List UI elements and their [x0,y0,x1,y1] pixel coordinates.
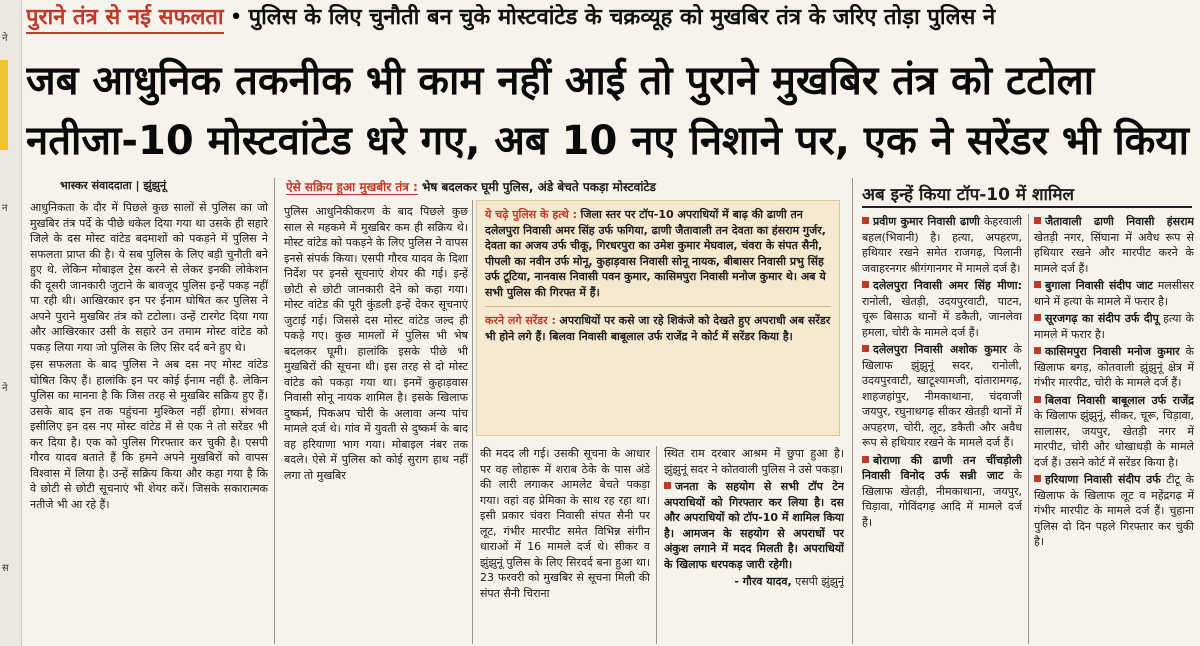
paragraph: स्थित राम दरबार आश्रम में छुपा हुआ है। झुंझुनूं सदर ने कोतवाली पुलिस ने उसे पकड़ा। [664,447,844,476]
box-divider [485,306,831,307]
column-3 [480,446,650,644]
entry-bullet-icon [1034,281,1041,288]
entry-text: खेतड़ी नगर, सिंघाना में अवैध रूप से हथियार रखने और मारपीट करने के मामले दर्ज हैं। [1034,230,1194,275]
top10-entry [862,214,1022,276]
entry-name: हरियाणा निवासी संदीप उर्फ [1045,473,1161,486]
right-column-2 [1034,214,1194,644]
subhead-text: भेष बदलकर घूमी पुलिस, अंडे बेचते पकड़ा मोस्टवांटेड [421,180,656,194]
entry-bullet-icon [862,456,869,463]
entry-name: दलेलपुरा निवासी अमर सिंह मीणा: [873,279,1022,292]
top10-entry [862,453,1022,531]
entry-bullet-icon [1034,314,1041,321]
entry-bullet-icon [1034,475,1041,482]
entry-bullet-icon [862,281,869,288]
entry-name: बुगाला निवासी संदीप जाट [1045,279,1153,292]
quote-bullet-icon [664,482,671,489]
paragraph: पुलिस आधुनिकीकरण के बाद पिछले कुछ साल से महकमे में मुखबिर कम ही सक्रिय थे। मोस्ट वांटेड को पकड़ने के लिए पुलिस ने वापस इनसे संपर्क किया। एसपी गौरव यादव के दिशा निर्देश पर इनसे सूचनाएं शेयर की गई। इन्हें छोटी से छोटी जानकारी देने को कहा गया। मोस्ट वांटेड की पूरी कुंडली इन्हें देकर सूचनाएं जुटाई गई। जिससे दस मोस्ट वांटेड जल्द ही पकड़े गए। कुछ मामलों में पुलिस भी भेष बदलकर घूमी। हालांकि इसके पीछे भी मुखबिरों की सूचना थी। इस तरह से दो मोस्ट वांटेड को पकड़ा गया था। इनमें कुहाड़वास निवासी सोनू नायक शामिल है। इसके खिलाफ दुष्कर्म, पिकअप चोरी के अलावा अन्य पांच मामले दर्ज थे। गांव में युवती से दुष्कर्म के बाद वह हरियाणा भाग गया। मोबाइल नंबर तक बदले। ऐसे में पुलिस को कोई सुराग हाथ नहीं लगा तो मुखबिर [284,205,468,482]
box2-text: अपराधियों पर कसे जा रहे शिकंजे को देखते हुए अपराधी अब सरेंडर भी होने लगे हैं। बिलवा निवासी बाबूलाल उर्फ राजेंद्र ने कोर्ट में सरेंडर किया है। [485,314,831,343]
adjacent-photo-edge [0,60,8,150]
adjacent-text: न [2,203,8,214]
entry-name: दलेलपुरा निवासी अशोक कुमार [873,343,1007,356]
entry-bullet-icon [1034,217,1041,224]
entry-text: टीटू के खिलाफ के खिलाफ लूट व महेंद्रगढ़ में गंभीर मारपीट के मामले दर्ज हैं। चुहाना पुलिस दो दिन पहले गिरफ्तार कर चुकी है। [1034,473,1194,548]
entry-name: प्रवीण कुमार निवासी ढाणी [873,215,980,228]
box-lead: ये चढ़े पुलिस के हत्थे : [485,208,578,221]
section-subhead [286,178,846,198]
entry-bullet-icon [1034,396,1041,403]
entry-name: जैतावाली ढाणी निवासी हंसराम [1045,215,1194,228]
column-rule [1028,214,1029,644]
top10-entry [1034,393,1194,471]
column-1 [30,200,268,644]
top10-entry [1034,278,1194,309]
top10-entry [1034,344,1194,391]
adjacent-text: ने [2,33,8,44]
entry-text: के खिलाफ खेतड़ी, नीमकाथाना, जयपुर, चिड़ावा, गोविंदगढ़ आदि में मामले दर्ज हैं। [862,469,1022,529]
entry-text: रानोली, खेतड़ी, उदयपुरवाटी, पाटन, चूरू बिसाऊ थानों में डकैती, जानलेवा हमला, चोरी के मामले दर्ज हैं। [862,294,1022,339]
adjacent-text: ने [2,383,8,394]
header-line [26,4,1196,44]
entry-name: कासिमपुरा निवासी मनोज कुमार [1045,345,1180,358]
column-4 [664,446,844,644]
entry-bullet-icon [862,217,869,224]
entry-text: के खिलाफ झुंझुनूं सदर, रानोली, उदयपुरवाटी, खाटूश्यामजी, दांतारामगढ़, शाहजहांपुर, नीमकाथाना, चंदवाजी जयपुर, रघुनाथगढ़ सीकर खेतड़ी थानों में अपहरण, चोरी, लूट, डकैती और अवैध रूप से हथियार रखने के मामले दर्ज हैं। [862,343,1022,449]
paragraph: इस सफलता के बाद पुलिस ने अब दस नए मोस्ट वांटेड घोषित किए हैं। हालांकि इन पर कोई ईनाम नहीं है. लेकिन पुलिस का मानना है कि जिस तरह से मुखबिर सक्रिय हुए हैं। उसके बाद इन तक पहुंचना मुश्किल नहीं होगा। संभवत इसीलिए इन दस नए मोस्ट वांटेड में से एक ने तो सरेंडर भी कर दिया है। एक को पुलिस गिरफ्तार कर चुकी है। एसपी गौरव यादव बताते हैं कि हमने अपने मुखबिरों को वापस विश्वास में लिया है। उन्हें सक्रिय किया और कहा गया है कि वे छोटी से छोटी सूचनाएं भी शेयर करें। जिसके सकारात्मक नतीजे भी आ रहे हैं। [30,358,268,511]
headline-line-1: जब आधुनिक तकनीक भी काम नहीं आई तो पुराने मुखबिर तंत्र को टटोला [26,58,1095,104]
top10-entry [862,278,1022,340]
entry-text: हत्या के मामले में फरार है। [1034,312,1194,341]
sp-quote [664,479,844,572]
entry-name: बोराणा की ढाणी तन चींचड़ोली निवासी विनोद उर्फ सन्नी जाट [862,453,1022,482]
entry-bullet-icon [862,345,869,352]
adjacent-text: स [2,563,9,574]
entry-text: केहरवाली बहल(भिवानी) है। हत्या, अपहरण, हथियार रखने समेत राजगढ़, पिलानी जवाहरनगर श्रीगंगानगर में मामले दर्ज है। [862,215,1022,275]
box-text: जिला स्तर पर टॉप-10 अपराधियों में बाढ़ की ढाणी तन दलेलपुरा निवासी अमर सिंह उर्फ फगिया, ढाणी जैतावाली तन देवता का हंसराम गुर्जर, देवता का अजय उर्फ चीकू, गिरधरपुरा का उमेश कुमार मेघवाल, चंवरा के संपत सैनी, पीपली का नवीन उर्फ मोनू, कुहाड़वास निवासी सोनू नायक, बीबासर निवासी प्रभु सिंह उर्फ टूटिया, नानवास निवासी पवन कुमार, कासिमपुरा निवासी मनोज कुमार थे। अब ये सभी पुलिस की गिरफ्त में हैं। [485,208,826,299]
column-rule [656,446,657,644]
adjacent-article-strip [0,0,22,646]
quote-signature-role: एसपी झुंझुनूं [795,575,844,588]
byline: भास्कर संवाददाता | झुंझुनूं [60,179,167,192]
paragraph: की मदद ली गई। उसकी सूचना के आधार पर वह लोहारू में शराब ठेके के पास अंडे की लारी लगाकर आमलेट बेचते पकड़ा गया। वहां वह प्रेमिका के साथ रह रहा था। इसी प्रकार चंवरा निवासी संपत सैनी पर लूट, गंभीर मारपीट समेत विभिन्न संगीन धाराओं में 16 मामले दर्ज थे। सीकर व झुंझुनूं पुलिस के लिए सिरदर्द बना हुआ था। 23 फरवरी को मुखबिर से सूचना मिली की संपत सैनी चिराना [480,447,650,600]
column-rule [472,200,473,644]
top10-entry [1034,472,1194,550]
entry-text: मलसीसर थाने में हत्या के मामले में फरार है। [1034,279,1194,308]
top10-entry [1034,214,1194,276]
paragraph: आधुनिकता के दौर में पिछले कुछ सालों से पुलिस का जो मुखबिर तंत्र पर्दे के पीछे धकेल दिया गया था उसके ही सहारे जिले के दस मोस्ट वांटेड बदमाशों को पकड़ने में पुलिस ने सफलता प्राप्त की है। ये सब पुलिस के लिए बड़ी चुनौती बने हुए थे. लेकिन मोबाइल ट्रेस करने से लेकर इनकी लोकेशन की दूसरी जानकारी जुटाने के बावजूद पुलिस इन्हें पकड़ नहीं पा रही थी। आखिरकार इन पर ईनाम घोषित कर पुलिस ने अपने पुराने मुखबिर तंत्र को टटोला। उन्हें टारगेट दिया गया और आखिरकार उसी के सहारे उन तमाम मोस्ट वांटेड को पकड़ लिया गया जो पुलिस के लिए सिर दर्द बने हुए थे। [30,201,268,354]
deck-headline: पुलिस के लिए चुनौती बन चुके मोस्टवांटेड के चक्रव्यूह को मुखबिर तंत्र के जरिए तोड़ा पुलिस ने [248,5,996,30]
subhead-tag: ऐसे सक्रिय हुआ मुखबीर तंत्र : [286,180,418,194]
column-rule [274,178,275,644]
right-section-head: अब इन्हें किया टॉप-10 में शामिल [862,182,1192,208]
top10-entry [1034,311,1194,342]
headline-line-2: नतीजा-10 मोस्टवांटेड धरे गए, अब 10 नए निशाने पर, एक ने सरेंडर भी किया [26,118,1189,164]
highlight-box [476,200,840,436]
top10-entry [862,342,1022,451]
quote-text: जनता के सहयोग से सभी टॉप टेन अपराधियों को गिरफ्तार कर लिया है। दस और अपराधियों को टॉप-10 में शामिल किया है। आमजन के सहयोग से अपराधों पर अंकुश लगाने में मदद मिलती है। अपराधियों के खिलाफ धरपकड़ जारी रहेगी। [664,480,844,571]
right-column-1 [862,214,1022,644]
entry-text: के खिलाफ झुंझुनूं, सीकर, चूरू, चिड़ावा, सालासर, जयपुर, खेतड़ी नगर में मारपीट, चोरी और धोखाधड़ी के मामले दर्ज हैं। उसने कोर्ट में सरेंडर किया है। [1034,409,1194,469]
entry-name: बिलवा निवासी बाबूलाल उर्फ राजेंद्र [1045,393,1194,407]
box2-lead: करने लगे सरेंडर : [485,314,556,327]
quote-signature: - गौरव यादव, [734,575,792,588]
entry-bullet-icon [1034,347,1041,354]
entry-text: के खिलाफ बगड़, कोतवाली झुंझुनूं क्षेत्र में गंभीर मारपीट, चोरी के मामले दर्ज हैं। [1034,345,1194,389]
kicker: पुराने तंत्र से नई सफलता [26,4,224,34]
entry-name: सूरजगढ़ का संदीप उर्फ दीपू [1045,312,1159,325]
bullet-dot: • [229,5,243,30]
column-rule [852,178,853,644]
column-2 [284,204,468,644]
